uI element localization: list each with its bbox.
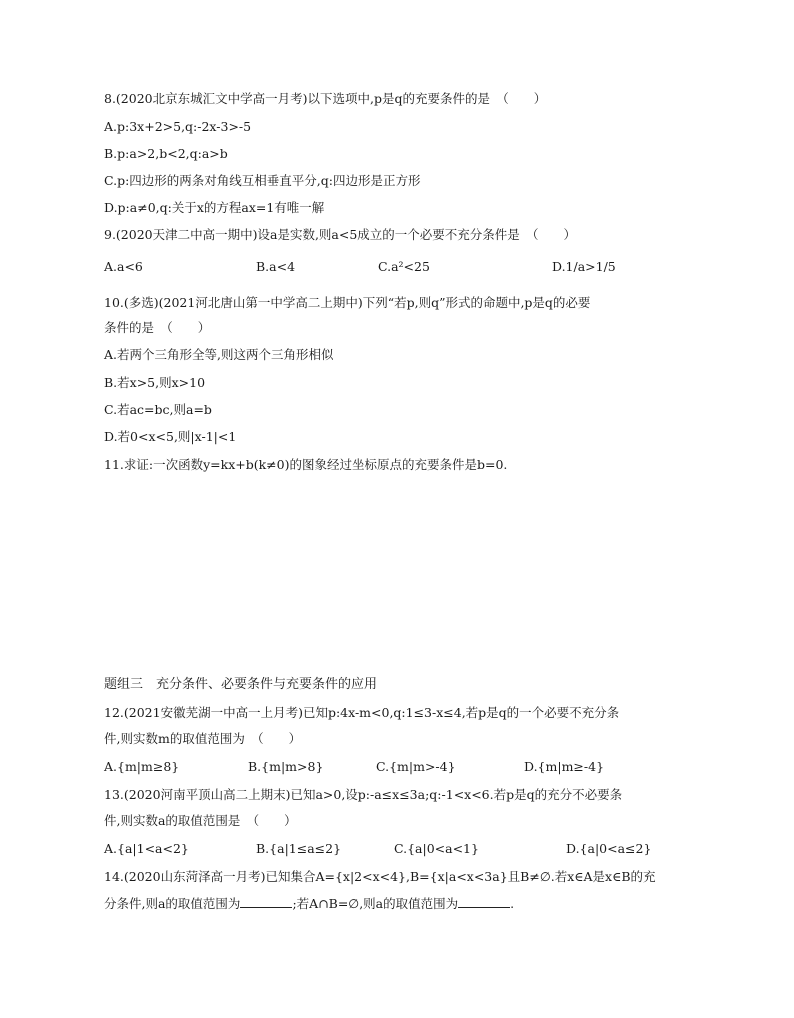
q9-option-a: A.a<6 (104, 259, 143, 274)
q10-stem-line2: 条件的是 （ ） (104, 320, 211, 335)
q12-stem-line1: 12.(2021安徽芜湖一中高一上月考)已知p:4x-m<0,q:1≤3-x≤4,若p是q的一个必要不充分条 (104, 705, 620, 720)
q10-option-d: D.若0<x<5,则|x-1|<1 (104, 429, 237, 444)
q13-stem-line2: 件,则实数a的取值范围是 （ ） (104, 813, 297, 828)
q12-options (104, 758, 664, 776)
q11-stem: 11.求证:一次函数y=kx+b(k≠0)的图象经过坐标原点的充要条件是b=0. (104, 457, 508, 472)
q8-option-d: D.p:a≠0,q:关于x的方程ax=1有唯一解 (104, 200, 325, 215)
q13-option-d: D.{a|0<a≤2} (566, 841, 652, 856)
q13-option-b: B.{a|1≤a≤2} (256, 841, 342, 856)
q10-option-b: B.若x>5,则x>10 (104, 375, 206, 390)
q8-option-c: C.p:四边形的两条对角线互相垂直平分,q:四边形是正方形 (104, 173, 421, 188)
q14-answer-blank-2[interactable] (458, 907, 510, 908)
q10-stem-line1: 10.(多选)(2021河北唐山第一中学高二上期中)下列“若p,则q”形式的命题中,p是q的必要 (104, 295, 591, 310)
q12-stem-line2: 件,则实数m的取值范围为 （ ） (104, 731, 302, 746)
q9-options (104, 258, 664, 276)
section-title: 题组三 充分条件、必要条件与充要条件的应用 (104, 677, 378, 692)
q9-option-b: B.a<4 (256, 259, 296, 274)
q9-option-d: D.1/a>1/5 (552, 259, 616, 274)
q12-option-d: D.{m|m≥-4} (524, 759, 605, 774)
q8-option-b: B.p:a>2,b<2,q:a>b (104, 146, 228, 161)
q10-option-a: A.若两个三角形全等,则这两个三角形相似 (104, 347, 334, 362)
q14-stem-line1: 14.(2020山东菏泽高一月考)已知集合A={x|2<x<4},B={x|a<x<3a}且B≠∅.若x∈A是x∈B的充 (104, 869, 656, 884)
q9-stem: 9.(2020天津二中高一期中)设a是实数,则a<5成立的一个必要不充分条件是 （ ） (104, 227, 577, 242)
q9-option-c: C.a²<25 (378, 259, 430, 274)
q10-option-c: C.若ac=bc,则a=b (104, 402, 212, 417)
q14-text-part3: . (510, 896, 515, 911)
q13-stem-line1: 13.(2020河南平顶山高二上期末)已知a>0,设p:-a≤x≤3a;q:-1<x<6.若p是q的充分不必要条 (104, 787, 623, 802)
q12-option-c: C.{m|m>-4} (376, 759, 456, 774)
q13-options (104, 840, 664, 858)
q12-option-b: B.{m|m>8} (248, 759, 324, 774)
q8-stem: 8.(2020北京东城汇文中学高一月考)以下选项中,p是q的充要条件的是 （ ） (104, 91, 547, 106)
q13-option-a: A.{a|1<a<2} (104, 841, 189, 856)
q13-option-c: C.{a|0<a<1} (394, 841, 479, 856)
q14-answer-blank-1[interactable] (240, 907, 292, 908)
q14-stem-line2 (104, 895, 514, 913)
q14-text-part2: ;若A∩B=∅,则a的取值范围为 (292, 896, 459, 911)
q12-option-a: A.{m|m≥8} (104, 759, 180, 774)
q8-option-a: A.p:3x+2>5,q:-2x-3>-5 (104, 119, 252, 134)
q14-text-part1: 分条件,则a的取值范围为 (104, 896, 241, 911)
